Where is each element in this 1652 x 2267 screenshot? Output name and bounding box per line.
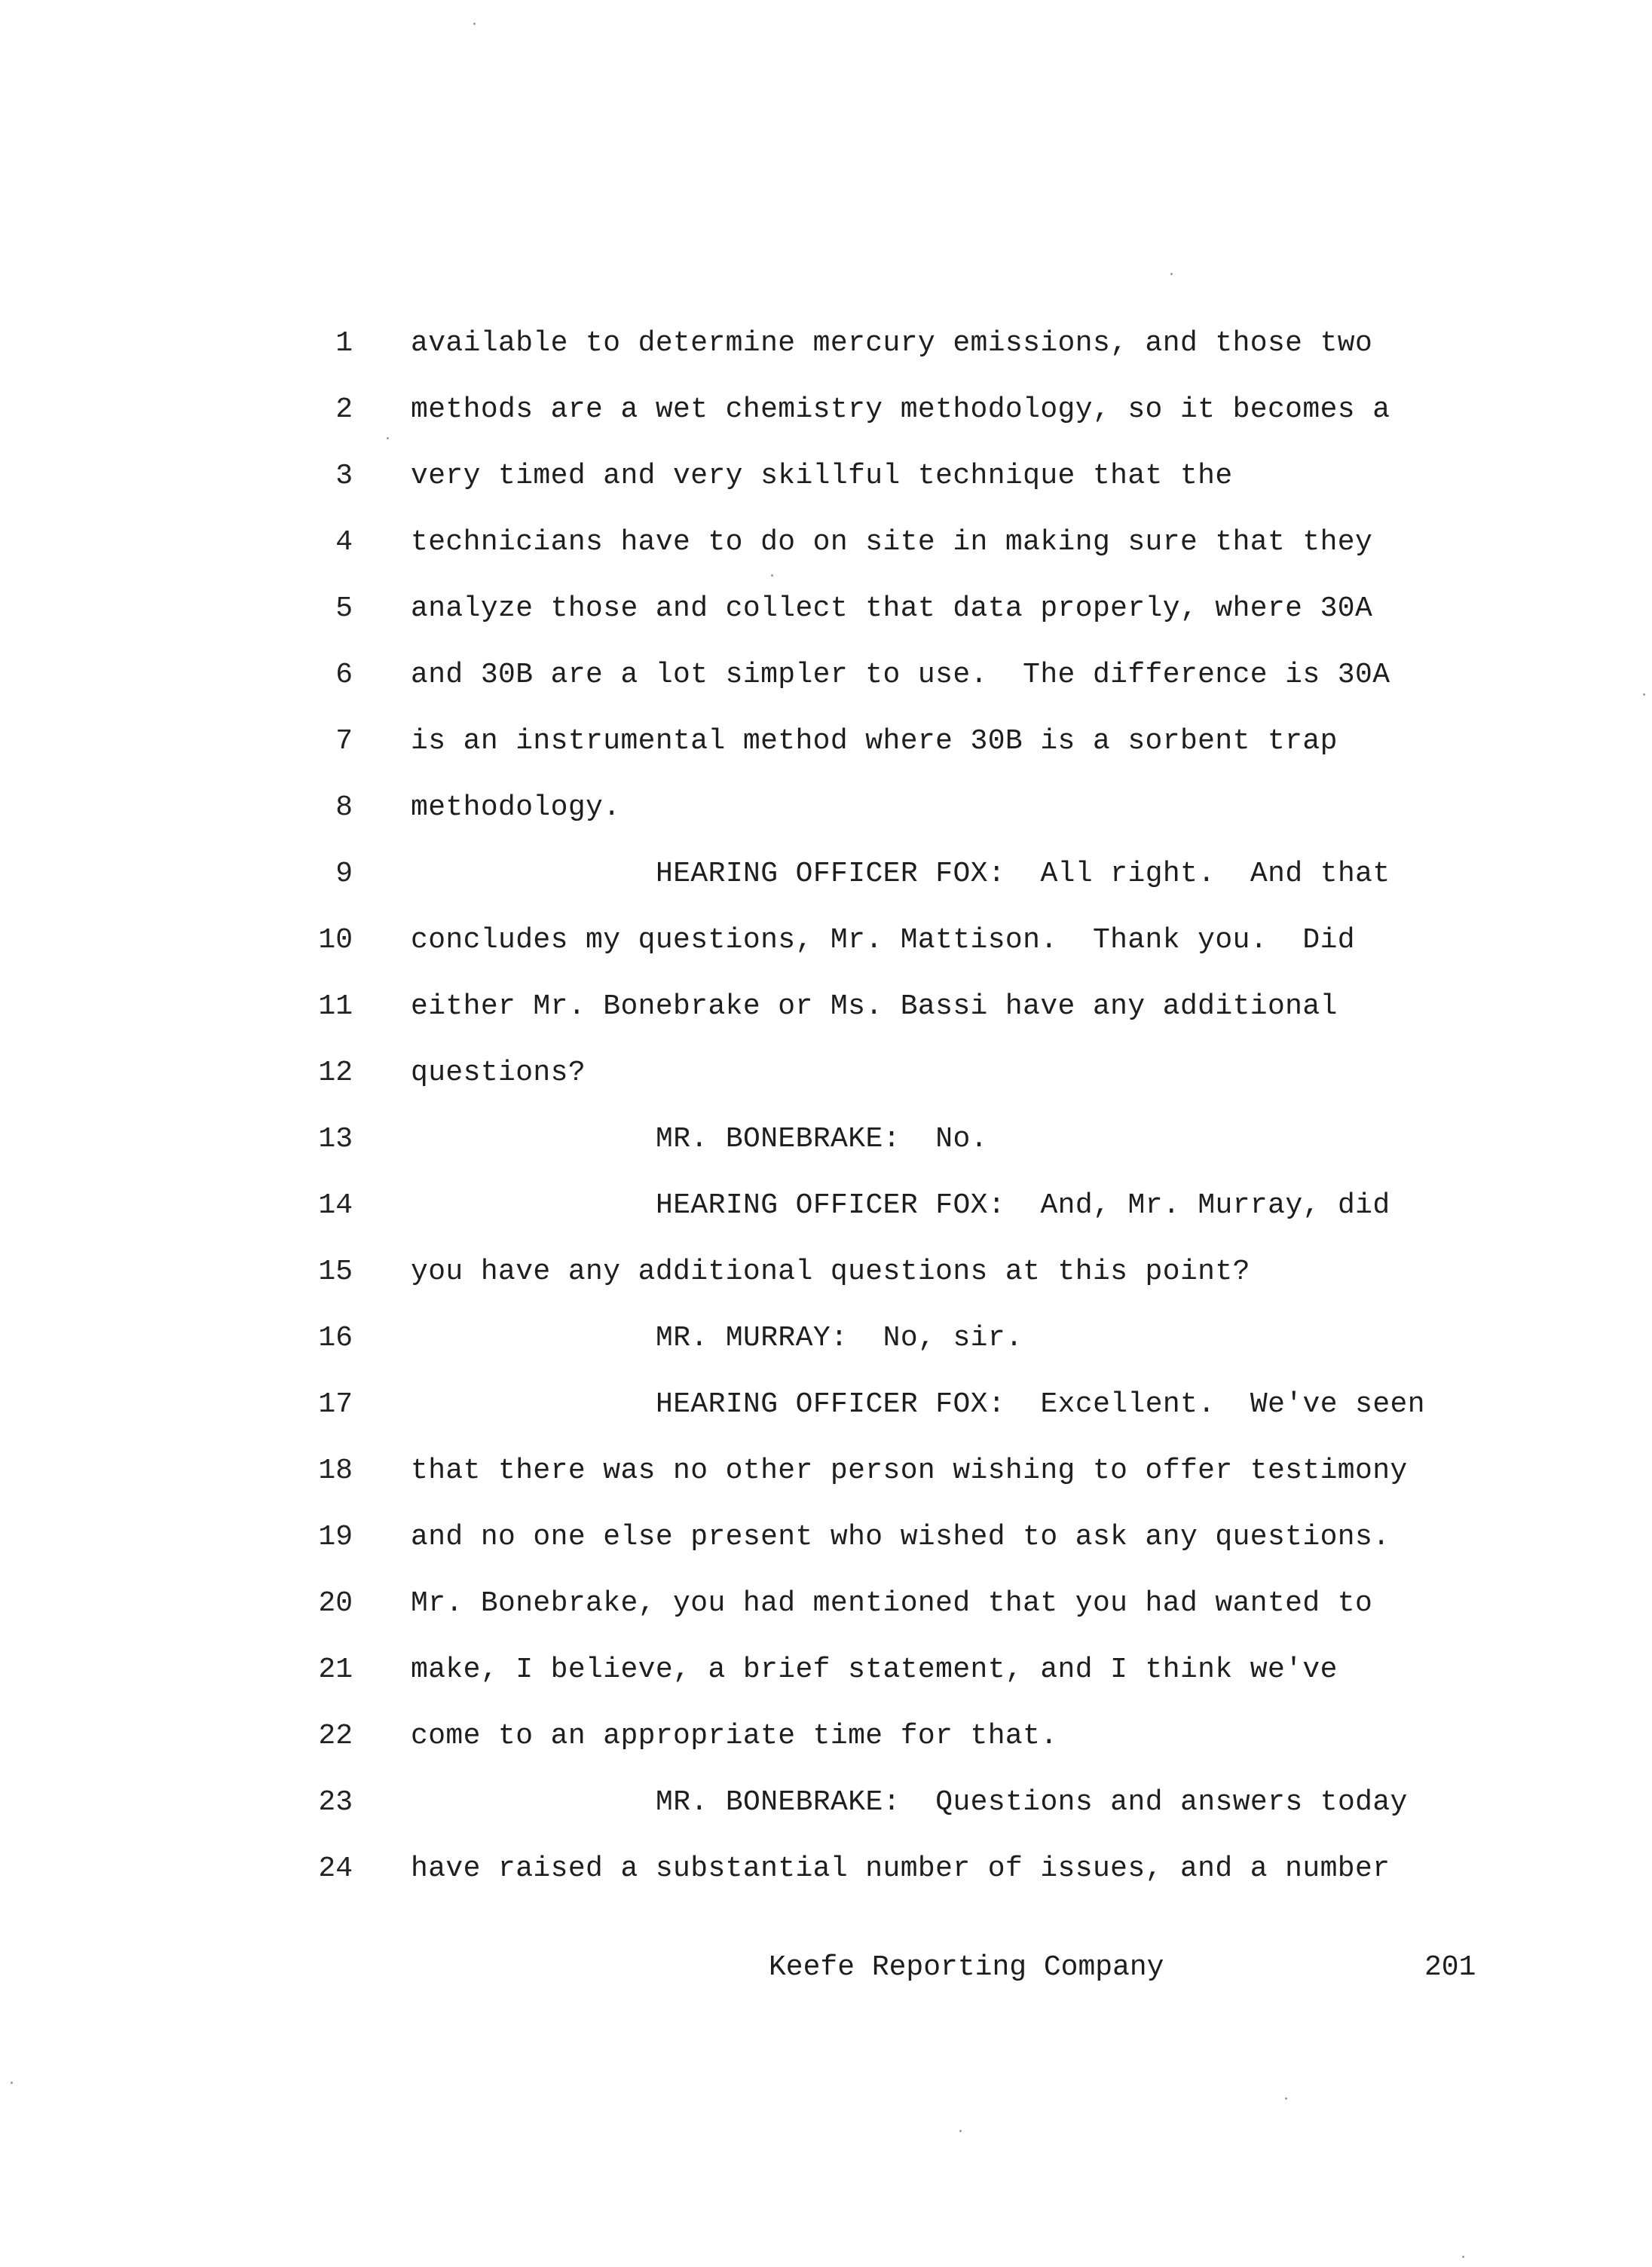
line-text: and 30B are a lot simpler to use. The difference is 30A bbox=[411, 659, 1390, 691]
line-number: 20 bbox=[318, 1587, 353, 1620]
line-text: and no one else present who wished to ask any questions. bbox=[411, 1521, 1390, 1553]
scan-speck bbox=[1462, 2256, 1464, 2258]
transcript-line bbox=[0, 588, 1652, 654]
line-text: available to determine mercury emissions, and those two bbox=[411, 327, 1373, 359]
line-text: questions? bbox=[411, 1057, 586, 1089]
scan-speck bbox=[1285, 2097, 1287, 2100]
line-number: 5 bbox=[335, 592, 353, 625]
speaker-line-text: HEARING OFFICER FOX: All right. And that bbox=[656, 858, 1390, 890]
line-number: 14 bbox=[318, 1189, 353, 1222]
transcript-line bbox=[0, 1185, 1652, 1251]
line-text: concludes my questions, Mr. Mattison. Thank you. Did bbox=[411, 924, 1355, 956]
line-number: 16 bbox=[318, 1322, 353, 1354]
line-number: 4 bbox=[335, 526, 353, 558]
line-number: 13 bbox=[318, 1123, 353, 1155]
transcript-line bbox=[0, 1384, 1652, 1450]
scan-speck bbox=[959, 2130, 962, 2132]
line-number: 8 bbox=[335, 791, 353, 824]
line-text: make, I believe, a brief statement, and I think we've bbox=[411, 1654, 1338, 1686]
line-text: very timed and very skillful technique that the bbox=[411, 460, 1233, 492]
line-number: 11 bbox=[318, 990, 353, 1023]
line-number: 7 bbox=[335, 725, 353, 757]
speaker-line-text: HEARING OFFICER FOX: Excellent. We've seen bbox=[656, 1388, 1425, 1421]
transcript-line bbox=[0, 455, 1652, 522]
line-text: methods are a wet chemistry methodology, so it becomes a bbox=[411, 393, 1390, 426]
line-text: have raised a substantial number of issues, and a number bbox=[411, 1852, 1390, 1885]
speaker-line-text: HEARING OFFICER FOX: And, Mr. Murray, did bbox=[656, 1189, 1390, 1222]
line-text: analyze those and collect that data properly, where 30A bbox=[411, 592, 1373, 625]
transcript-line bbox=[0, 853, 1652, 919]
speaker-line-text: MR. BONEBRAKE: No. bbox=[656, 1123, 988, 1155]
line-number: 9 bbox=[335, 858, 353, 890]
line-text: Mr. Bonebrake, you had mentioned that you had wanted to bbox=[411, 1587, 1373, 1620]
transcript-line bbox=[0, 986, 1652, 1052]
transcript-line bbox=[0, 1251, 1652, 1317]
line-text: come to an appropriate time for that. bbox=[411, 1720, 1058, 1752]
line-number: 15 bbox=[318, 1256, 353, 1288]
line-number: 21 bbox=[318, 1654, 353, 1686]
scan-speck bbox=[473, 23, 476, 25]
line-number: 1 bbox=[335, 327, 353, 359]
line-text: you have any additional questions at this point? bbox=[411, 1256, 1250, 1288]
transcript-line bbox=[0, 389, 1652, 455]
line-number: 12 bbox=[318, 1057, 353, 1089]
line-text: is an instrumental method where 30B is a sorbent trap bbox=[411, 725, 1338, 757]
line-number: 6 bbox=[335, 659, 353, 691]
line-text: that there was no other person wishing to offer testimony bbox=[411, 1455, 1408, 1487]
transcript-line bbox=[0, 1052, 1652, 1118]
reporting-company-name: Keefe Reporting Company bbox=[769, 1951, 1164, 1984]
transcript-line bbox=[0, 787, 1652, 853]
line-number: 18 bbox=[318, 1455, 353, 1487]
line-number: 2 bbox=[335, 393, 353, 426]
line-number: 3 bbox=[335, 460, 353, 492]
transcript-line bbox=[0, 1848, 1652, 1914]
transcript-line bbox=[0, 522, 1652, 588]
transcript-line bbox=[0, 1782, 1652, 1848]
transcript-line bbox=[0, 1317, 1652, 1384]
transcript-line bbox=[0, 1516, 1652, 1583]
transcript-line bbox=[0, 720, 1652, 787]
line-number: 17 bbox=[318, 1388, 353, 1421]
line-number: 23 bbox=[318, 1786, 353, 1819]
scan-speck bbox=[11, 2082, 13, 2084]
page-number: 201 bbox=[1424, 1951, 1476, 1984]
line-number: 22 bbox=[318, 1720, 353, 1752]
line-text: technicians have to do on site in making sure that they bbox=[411, 526, 1373, 558]
line-number: 10 bbox=[318, 924, 353, 956]
page-footer bbox=[0, 1947, 1652, 1992]
line-number: 24 bbox=[318, 1852, 353, 1885]
scan-speck bbox=[1170, 273, 1173, 275]
speaker-line-text: MR. BONEBRAKE: Questions and answers today bbox=[656, 1786, 1408, 1819]
line-number: 19 bbox=[318, 1521, 353, 1553]
transcript-line bbox=[0, 323, 1652, 389]
transcript-line bbox=[0, 919, 1652, 986]
line-text: methodology. bbox=[411, 791, 621, 824]
speaker-line-text: MR. MURRAY: No, sir. bbox=[656, 1322, 1023, 1354]
transcript-line bbox=[0, 1450, 1652, 1516]
transcript-line bbox=[0, 654, 1652, 720]
transcript-line bbox=[0, 1715, 1652, 1782]
line-text: either Mr. Bonebrake or Ms. Bassi have any additional bbox=[411, 990, 1338, 1023]
transcript-line bbox=[0, 1583, 1652, 1649]
transcript-body bbox=[0, 323, 1652, 1914]
transcript-line bbox=[0, 1118, 1652, 1185]
transcript-line bbox=[0, 1649, 1652, 1715]
